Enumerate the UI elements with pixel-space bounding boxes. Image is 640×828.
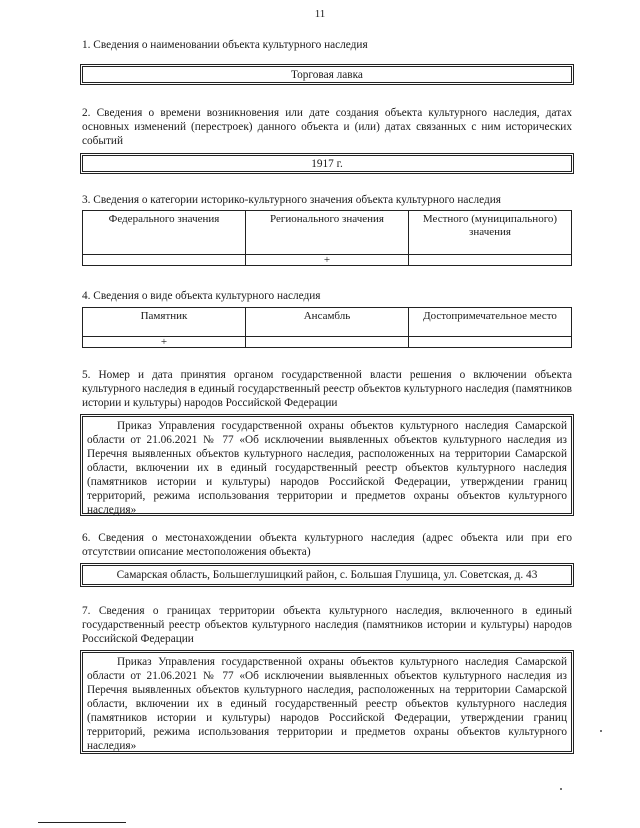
type-ensemble-mark: [246, 337, 409, 348]
section-6-heading: 6. Сведения о местонахождении объекта культурного наследия (адрес объекта или при его отсутствии описание местоположения объекта): [82, 532, 572, 558]
category-local-header: Местного (муниципального) значения: [409, 211, 572, 255]
section-5-value-box: [82, 416, 572, 514]
section-7-heading: 7. Сведения о границах территории объекта культурного наследия, включенного в единый государственный реестр объектов культурного наследия (памятников истории и культуры) народов Российской Федерации: [82, 605, 572, 645]
category-header-row: [83, 211, 572, 255]
type-ensemble-header: Ансамбль: [246, 308, 409, 337]
category-regional-mark: +: [246, 255, 409, 266]
creation-date-value: 1917 г.: [311, 158, 343, 170]
footnote-separator: [38, 822, 126, 823]
category-federal-mark: [83, 255, 246, 266]
section-3-heading: 3. Сведения о категории историко-культурного значения объекта культурного наследия: [82, 194, 501, 206]
type-monument-header: Памятник: [83, 308, 246, 337]
category-federal-header: Федерального значения: [83, 211, 246, 255]
object-name-value: Торговая лавка: [291, 69, 363, 81]
section-1-value-box: [82, 66, 572, 83]
category-regional-header: Регионального значения: [246, 211, 409, 255]
section-7-value-box: [82, 652, 572, 752]
type-landmark-header: Достопримечательное место: [409, 308, 572, 337]
registry-decision-value: Приказ Управления государственной охраны объектов культурного наследия Самарской области от 21.06.2021 № 77 «Об исключении выявленных объектов культурного наследия из Перечня выявленных объектов культурного наследия, расположенных на территории Самарской области, включении их в единый государственный реестр объектов культурного наследия (памятников истории и культуры) народов Российской Федерации, утверждении границ территорий, режима использования территории и предметов охраны объектов культурного наследия»: [87, 420, 567, 516]
page-number: 11: [314, 8, 326, 20]
type-header-row: [83, 308, 572, 337]
type-mark-row: [83, 337, 572, 348]
section-2-heading: 2. Сведения о времени возникновения или дате создания объекта культурного наследия, датах основных изменений (перестроек) данного объекта и (или) датах связанных с ним исторических событий: [82, 107, 572, 147]
scan-speck: [600, 730, 602, 732]
location-address-value: Самарская область, Большеглушицкий район, с. Большая Глушица, ул. Советская, д. 43: [116, 569, 538, 581]
category-local-mark: [409, 255, 572, 266]
section-5-heading: 5. Номер и дата принятия органом государственной власти решения о включении объекта культурного наследия в единый государственный реестр объектов культурного наследия (памятников истории и культуры) народов Российской Федерации: [82, 369, 572, 409]
type-landmark-mark: [409, 337, 572, 348]
category-table: [82, 210, 572, 266]
type-monument-mark: +: [83, 337, 246, 348]
type-table: [82, 307, 572, 348]
category-mark-row: [83, 255, 572, 266]
territory-boundaries-value: Приказ Управления государственной охраны объектов культурного наследия Самарской области от 21.06.2021 № 77 «Об исключении выявленных объектов культурного наследия из Перечня выявленных объектов культурного наследия, расположенных на территории Самарской области, включении их в единый государственный реестр объектов культурного наследия (памятников истории и культуры) народов Российской Федерации, утверждении границ территорий, режима использования территории и предметов охраны объектов культурного наследия»: [87, 656, 567, 752]
scan-speck: [560, 788, 562, 790]
section-1-heading: 1. Сведения о наименовании объекта культурного наследия: [82, 39, 368, 51]
section-2-value-box: [82, 155, 572, 172]
section-4-heading: 4. Сведения о виде объекта культурного наследия: [82, 290, 321, 302]
section-6-value-box: [82, 565, 572, 585]
